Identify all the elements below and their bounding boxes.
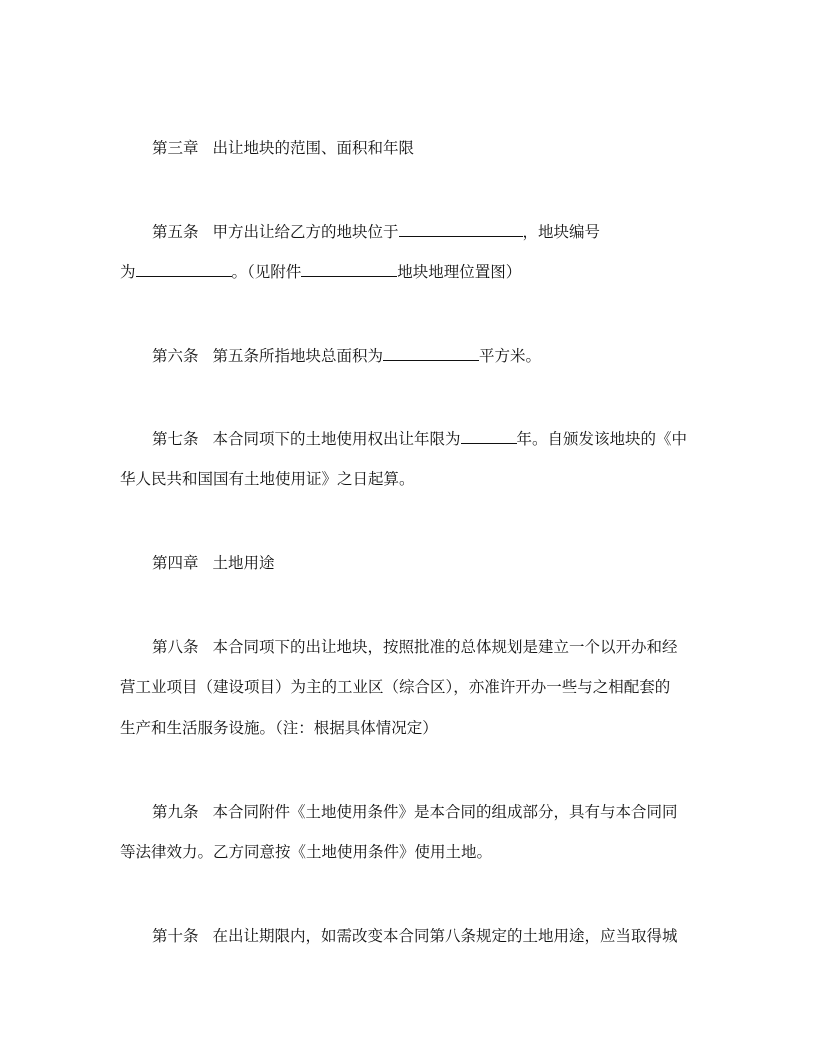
chapter-label: 第三章 [152, 139, 199, 157]
term-years-blank[interactable] [461, 429, 517, 444]
article-9-line-2: 等法律效力。乙方同意按《土地使用条件》使用土地。 [120, 843, 493, 861]
chapter-label: 第四章 [152, 554, 199, 572]
article-label: 第九条 [152, 803, 199, 821]
article-label: 第八条 [152, 638, 199, 656]
article-label: 第六条 [152, 347, 199, 365]
chapter-4-heading [152, 553, 275, 573]
article-8-line-1: 第八条 本合同项下的出让地块，按照批准的总体规划是建立一个以开办和经 [152, 638, 678, 656]
article-7-line-2: 华人民共和国国有土地使用证》之日起算。 [120, 470, 415, 488]
chapter-title: 出让地块的范围、面积和年限 [212, 139, 415, 157]
article-8-line-2: 营工业项目（建设项目）为主的工业区（综合区），亦准许开办一些与之相配套的 [120, 678, 671, 696]
location-blank[interactable] [399, 222, 523, 237]
article-7-line-1: 第七条 本合同项下的土地使用权出让年限为 年。自颁发该地块的《中 [152, 430, 688, 448]
parcel-number-blank[interactable] [136, 262, 232, 277]
article-10-line-1: 第十条 在出让期限内，如需改变本合同第八条规定的土地用途，应当取得城 [152, 927, 678, 945]
article-8-line-3: 生产和生活服务设施。（注：根据具体情况定） [120, 719, 438, 737]
article-9-line-1: 第九条 本合同附件《土地使用条件》是本合同的组成部分，具有与本合同同 [152, 803, 678, 821]
chapter-3-heading [152, 138, 414, 158]
article-label: 第五条 [152, 223, 199, 241]
chapter-title: 土地用途 [212, 554, 275, 572]
article-6: 第六条 第五条所指地块总面积为 平方米。 [152, 347, 542, 365]
article-label: 第七条 [152, 430, 199, 448]
attachment-blank[interactable] [301, 262, 397, 277]
article-5-line-1: 第五条 甲方出让给乙方的地块位于 ，地块编号 [152, 223, 601, 241]
area-blank[interactable] [383, 346, 479, 361]
article-label: 第十条 [152, 927, 199, 945]
article-5-line-2: 为 。（见附件 地块地理位置图） [120, 263, 522, 281]
